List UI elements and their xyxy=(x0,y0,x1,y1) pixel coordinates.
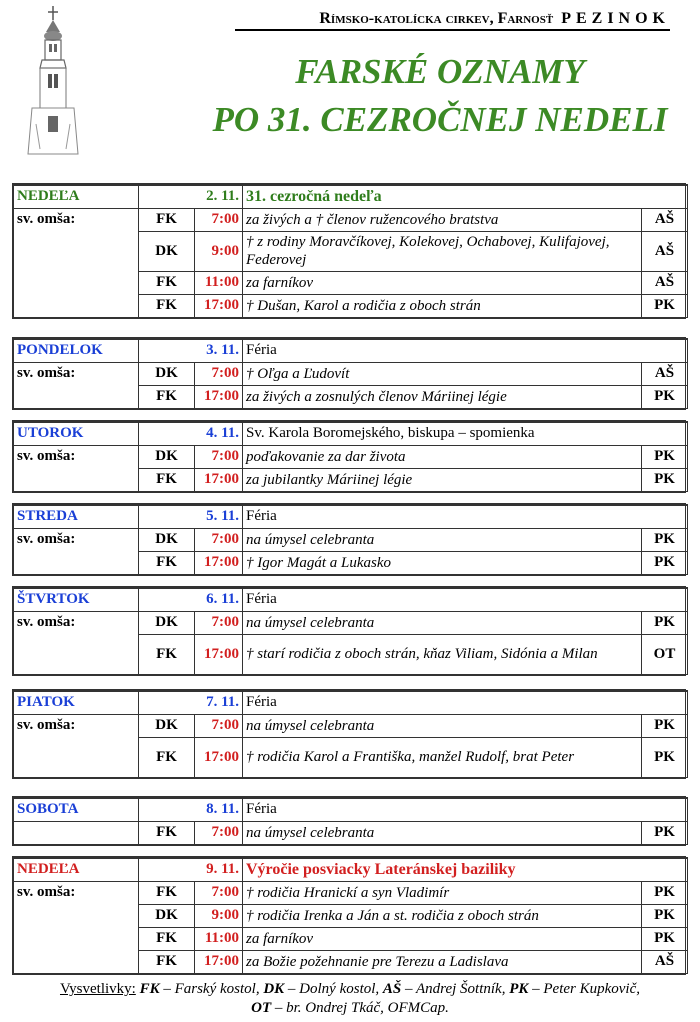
mass-time: 11:00 xyxy=(195,927,243,950)
legend-as-text: – Andrej Šottník, xyxy=(405,981,506,997)
day-date: 7. 11. xyxy=(139,691,243,714)
day-feast: Féria xyxy=(243,798,688,821)
mass-intention: † rodičia Karol a Františka, manžel Rudolf, brat Peter xyxy=(243,737,642,777)
day-block xyxy=(12,337,686,410)
priest-code: PK xyxy=(642,904,688,927)
church-code: DK xyxy=(139,445,195,468)
mass-time: 17:00 xyxy=(195,634,243,674)
day-date: 4. 11. xyxy=(139,422,243,445)
mass-label: sv. omša: xyxy=(14,611,139,674)
mass-label: sv. omša: xyxy=(14,528,139,574)
day-name: NEDEĽA xyxy=(14,858,139,881)
mass-row xyxy=(14,821,688,844)
legend-dk-text: – Dolný kostol, xyxy=(287,981,380,997)
mass-intention: † rodičia Irenka a Ján a st. rodičia z oboch strán xyxy=(243,904,642,927)
priest-code: AŠ xyxy=(642,362,688,385)
priest-code: PK xyxy=(642,445,688,468)
church-code: DK xyxy=(139,904,195,927)
priest-code: PK xyxy=(642,551,688,574)
mass-intention: † Dušan, Karol a rodičia z oboch strán xyxy=(243,294,642,317)
legend-ot-text: – br. Ondrej Tkáč, OFMCap. xyxy=(274,1000,449,1016)
mass-intention: na úmysel celebranta xyxy=(243,714,642,737)
page-title-line2: PO 31. CEZROČNEJ NEDELI xyxy=(212,100,668,139)
priest-code: OT xyxy=(642,634,688,674)
mass-intention: † Igor Magát a Lukasko xyxy=(243,551,642,574)
legend-dk-abbr: DK xyxy=(263,981,285,997)
day-date: 9. 11. xyxy=(139,858,243,881)
page-title-line1: FARSKÉ OZNAMY xyxy=(295,52,585,91)
church-code: FK xyxy=(139,634,195,674)
legend xyxy=(0,980,700,1018)
mass-intention: † Oľga a Ľudovít xyxy=(243,362,642,385)
day-name: PONDELOK xyxy=(14,339,139,362)
priest-code: PK xyxy=(642,821,688,844)
day-block xyxy=(12,856,686,975)
mass-time: 7:00 xyxy=(195,881,243,904)
mass-time: 17:00 xyxy=(195,950,243,973)
day-name: UTOROK xyxy=(14,422,139,445)
priest-code: PK xyxy=(642,714,688,737)
day-name: SOBOTA xyxy=(14,798,139,821)
church-code: DK xyxy=(139,528,195,551)
mass-row xyxy=(14,362,688,385)
mass-intention: za jubilantky Máriinej légie xyxy=(243,468,642,491)
mass-intention: za farníkov xyxy=(243,927,642,950)
day-feast: Féria xyxy=(243,339,688,362)
mass-time: 17:00 xyxy=(195,551,243,574)
legend-heading: Vysvetlivky: xyxy=(59,981,136,997)
priest-code: AŠ xyxy=(642,231,688,271)
church-code: DK xyxy=(139,714,195,737)
priest-code: PK xyxy=(642,468,688,491)
day-date: 3. 11. xyxy=(139,339,243,362)
day-feast: Výročie posviacky Lateránskej baziliky xyxy=(243,858,688,881)
mass-time: 7:00 xyxy=(195,714,243,737)
church-code: FK xyxy=(139,294,195,317)
legend-pk-text: – Peter Kupkovič, xyxy=(532,981,641,997)
mass-time: 17:00 xyxy=(195,294,243,317)
day-date: 5. 11. xyxy=(139,505,243,528)
priest-code: AŠ xyxy=(642,271,688,294)
mass-label: sv. omša: xyxy=(14,714,139,777)
mass-intention: na úmysel celebranta xyxy=(243,821,642,844)
mass-intention: za Božie požehnanie pre Terezu a Ladislava xyxy=(243,950,642,973)
day-feast: Sv. Karola Boromejského, biskupa – spomienka xyxy=(243,422,688,445)
mass-label xyxy=(14,821,139,844)
day-block xyxy=(12,503,686,576)
mass-intention: za živých a zosnulých členov Máriinej légie xyxy=(243,385,642,408)
mass-row xyxy=(14,528,688,551)
legend-ot-abbr: OT xyxy=(251,1000,272,1016)
priest-code: PK xyxy=(642,294,688,317)
mass-time: 7:00 xyxy=(195,821,243,844)
day-date: 6. 11. xyxy=(139,588,243,611)
mass-intention: za farníkov xyxy=(243,271,642,294)
day-block xyxy=(12,183,686,319)
legend-fk-text: – Farský kostol, xyxy=(163,981,260,997)
day-feast: 31. cezročná nedeľa xyxy=(243,185,688,208)
church-code: FK xyxy=(139,551,195,574)
legend-pk-abbr: PK xyxy=(509,981,529,997)
church-code: FK xyxy=(139,385,195,408)
church-code: DK xyxy=(139,611,195,634)
mass-intention: † z rodiny Moravčíkovej, Kolekovej, Ochabovej, Kulifajovej, Federovej xyxy=(243,231,642,271)
day-date: 2. 11. xyxy=(139,185,243,208)
mass-time: 7:00 xyxy=(195,445,243,468)
mass-time: 7:00 xyxy=(195,362,243,385)
day-feast: Féria xyxy=(243,505,688,528)
mass-time: 11:00 xyxy=(195,271,243,294)
mass-label: sv. omša: xyxy=(14,881,139,973)
mass-intention: † rodičia Hranickí a syn Vladimír xyxy=(243,881,642,904)
church-code: FK xyxy=(139,208,195,231)
mass-time: 17:00 xyxy=(195,737,243,777)
mass-time: 7:00 xyxy=(195,208,243,231)
mass-row xyxy=(14,881,688,904)
church-tower-icon xyxy=(18,4,88,164)
day-name: STREDA xyxy=(14,505,139,528)
priest-code: PK xyxy=(642,927,688,950)
mass-intention: na úmysel celebranta xyxy=(243,528,642,551)
parish-name xyxy=(235,10,670,31)
mass-time: 7:00 xyxy=(195,611,243,634)
legend-as-abbr: AŠ xyxy=(382,981,402,997)
church-code: FK xyxy=(139,737,195,777)
mass-intention: za živých a † členov ružencového bratstva xyxy=(243,208,642,231)
priest-code: AŠ xyxy=(642,208,688,231)
mass-time: 9:00 xyxy=(195,231,243,271)
priest-code: PK xyxy=(642,611,688,634)
priest-code: AŠ xyxy=(642,950,688,973)
mass-label: sv. omša: xyxy=(14,362,139,408)
church-code: FK xyxy=(139,271,195,294)
mass-row xyxy=(14,208,688,231)
mass-intention: na úmysel celebranta xyxy=(243,611,642,634)
day-date: 8. 11. xyxy=(139,798,243,821)
mass-label: sv. omša: xyxy=(14,445,139,491)
day-name: NEDEĽA xyxy=(14,185,139,208)
church-code: FK xyxy=(139,927,195,950)
priest-code: PK xyxy=(642,385,688,408)
church-code: FK xyxy=(139,881,195,904)
mass-time: 17:00 xyxy=(195,468,243,491)
parish-prefix: Rímsko-katolícka cirkev, Farnosť xyxy=(319,10,554,27)
parish-town: PEZINOK xyxy=(561,10,670,27)
legend-fk-abbr: FK xyxy=(139,981,160,997)
church-code: DK xyxy=(139,362,195,385)
day-block xyxy=(12,420,686,493)
priest-code: PK xyxy=(642,737,688,777)
mass-row xyxy=(14,445,688,468)
priest-code: PK xyxy=(642,881,688,904)
day-block xyxy=(12,586,686,676)
priest-code: PK xyxy=(642,528,688,551)
day-block xyxy=(12,796,686,846)
header xyxy=(0,0,700,170)
mass-time: 7:00 xyxy=(195,528,243,551)
day-block xyxy=(12,689,686,779)
church-code: FK xyxy=(139,821,195,844)
day-feast: Féria xyxy=(243,588,688,611)
day-name: PIATOK xyxy=(14,691,139,714)
church-code: FK xyxy=(139,950,195,973)
day-name: ŠTVRTOK xyxy=(14,588,139,611)
mass-time: 17:00 xyxy=(195,385,243,408)
mass-intention: † starí rodičia z oboch strán, kňaz Viliam, Sidónia a Milan xyxy=(243,634,642,674)
mass-row xyxy=(14,714,688,737)
day-feast: Féria xyxy=(243,691,688,714)
mass-intention: poďakovanie za dar života xyxy=(243,445,642,468)
church-code: DK xyxy=(139,231,195,271)
mass-time: 9:00 xyxy=(195,904,243,927)
mass-label: sv. omša: xyxy=(14,208,139,317)
church-code: FK xyxy=(139,468,195,491)
mass-row xyxy=(14,611,688,634)
